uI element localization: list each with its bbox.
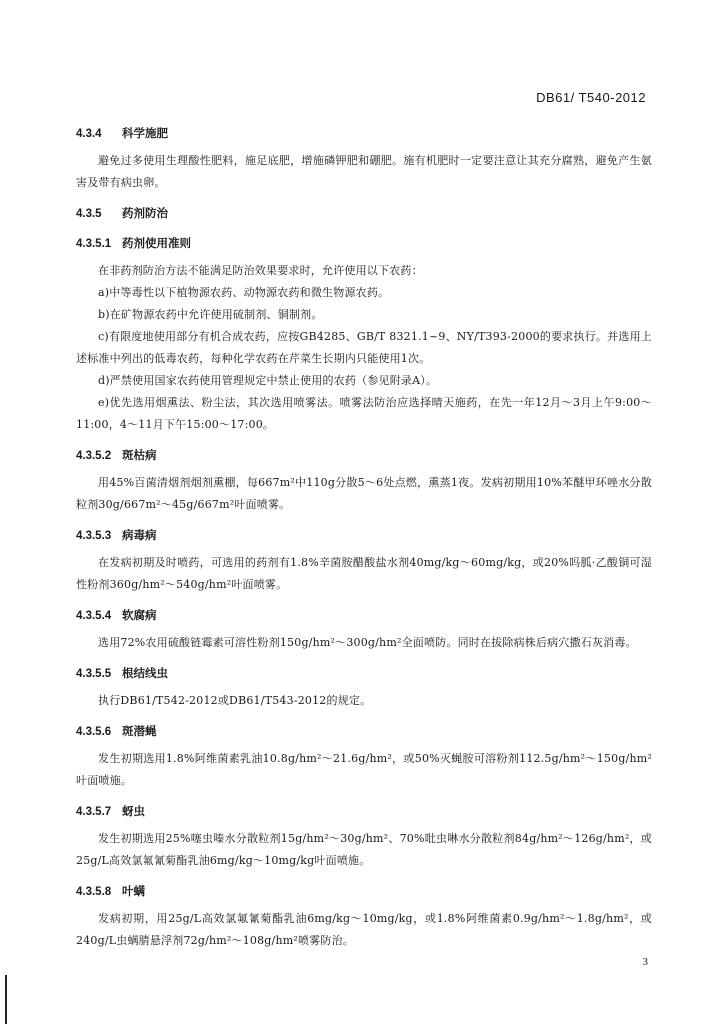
- section-4-3-5-3: [76, 526, 652, 596]
- section-4-3-5-5: [76, 664, 652, 712]
- scan-edge-line: [5, 975, 7, 1024]
- section-heading: [76, 664, 652, 684]
- section-paragraph: 用45%百菌清烟剂烟剂熏棚，每667m²中110g分散5～6处点燃，熏蒸1夜。发病初期用10%苯醚甲环唑水分散粒剂30g/667m²～45g/667m²叶面喷雾。: [76, 476, 652, 511]
- section-heading: [76, 526, 652, 546]
- section-4-3-5-1: [76, 234, 652, 436]
- section-heading: [76, 802, 652, 822]
- section-4-3-5-4: [76, 606, 652, 654]
- section-number: 4.3.5.1: [76, 238, 112, 250]
- section-title: 根结线虫: [122, 668, 168, 680]
- section-title: 叶螨: [122, 886, 145, 898]
- list-item-c: c)有限度地使用部分有机合成农药，应按GB4285、GB/T 8321.1~9、NY/T393-2000的要求执行。并选用上述标准中列出的低毒农药，每种化学农药在芹菜生长期内只能使用1次。: [76, 330, 652, 365]
- standard-code-header: DB61/ T540-2012: [536, 90, 646, 105]
- document-body: [76, 124, 652, 962]
- section-title: 科学施肥: [122, 128, 168, 140]
- section-4-3-5-7: [76, 802, 652, 872]
- section-paragraph: 发病初期，用25g/L高效氯氟氰菊酯乳油6mg/kg～10mg/kg，或1.8%阿维菌素0.9g/hm²～1.8g/hm²，或240g/L虫螨腈悬浮剂72g/hm²～108g/hm²喷雾防治。: [76, 912, 652, 947]
- section-number: 4.3.5.5: [76, 668, 112, 680]
- section-4-3-5-6: [76, 722, 652, 792]
- section-heading: [76, 204, 652, 224]
- section-title: 软腐病: [122, 610, 157, 622]
- section-number: 4.3.5.6: [76, 726, 112, 738]
- section-title: 斑潜蝇: [122, 726, 157, 738]
- section-4-3-5: [76, 204, 652, 224]
- section-paragraph: 执行DB61/T542-2012或DB61/T543-2012的规定。: [98, 694, 372, 707]
- section-4-3-5-2: [76, 446, 652, 516]
- section-paragraph: 在发病初期及时喷药，可选用的药剂有1.8%辛菌胺醋酸盐水剂40mg/kg～60mg/kg，或20%吗胍·乙酸铜可湿性粉剂360g/hm²～540g/hm²叶面喷雾。: [76, 556, 652, 591]
- section-title: 病毒病: [122, 530, 157, 542]
- section-heading: [76, 124, 652, 144]
- section-title: 斑枯病: [122, 450, 157, 462]
- section-4-3-5-8: [76, 882, 652, 952]
- section-paragraph: 在非药剂防治方法不能满足防治效果要求时，允许使用以下农药：: [98, 264, 423, 277]
- section-paragraph: 发生初期选用1.8%阿维菌素乳油10.8g/hm²～21.6g/hm²，或50%灭蝇胺可溶粉剂112.5g/hm²～150g/hm²叶面喷施。: [76, 752, 652, 787]
- section-number: 4.3.5.8: [76, 886, 112, 898]
- list-item-d: d)严禁使用国家农药使用管理规定中禁止使用的农药（参见附录A）。: [98, 374, 438, 387]
- section-heading: [76, 882, 652, 902]
- section-number: 4.3.5: [76, 208, 102, 220]
- section-heading: [76, 722, 652, 742]
- page-number: 3: [642, 956, 648, 968]
- section-paragraph: 避免过多使用生理酸性肥料，施足底肥，增施磷钾肥和硼肥。施有机肥时一定要注意让其充分腐熟，避免产生氨害及带有病虫卵。: [76, 154, 652, 189]
- list-item-b: b)在矿物源农药中允许使用硫制剂、铜制剂。: [98, 308, 323, 321]
- section-number: 4.3.5.3: [76, 530, 112, 542]
- section-heading: [76, 446, 652, 466]
- list-item-a: a)中等毒性以下植物源农药、动物源农药和微生物源农药。: [98, 286, 390, 299]
- section-heading: [76, 606, 652, 626]
- section-title: 蚜虫: [122, 806, 145, 818]
- section-heading: [76, 234, 652, 254]
- section-title: 药剂使用准则: [122, 238, 191, 250]
- section-paragraph: 选用72%农用硫酸链霉素可溶性粉剂150g/hm²～300g/hm²全面喷防。同时在拔除病株后病穴撒石灰消毒。: [98, 636, 637, 649]
- section-title: 药剂防治: [122, 208, 168, 220]
- section-4-3-4: [76, 124, 652, 194]
- section-number: 4.3.5.7: [76, 806, 112, 818]
- section-number: 4.3.5.2: [76, 450, 112, 462]
- section-number: 4.3.5.4: [76, 610, 112, 622]
- section-paragraph: 发生初期选用25%噻虫嗪水分散粒剂15g/hm²～30g/hm²、70%吡虫啉水分散粒剂84g/hm²～126g/hm²，或25g/L高效氯氟氰菊酯乳油6mg/kg～10mg/kg叶面喷施。: [76, 832, 652, 867]
- list-item-e: e)优先选用烟熏法、粉尘法，其次选用喷雾法。喷雾法防治应选择晴天施药，在先一年12月～3月上午9:00～11:00，4～11月下午15:00～17:00。: [76, 396, 652, 431]
- section-number: 4.3.4: [76, 128, 102, 140]
